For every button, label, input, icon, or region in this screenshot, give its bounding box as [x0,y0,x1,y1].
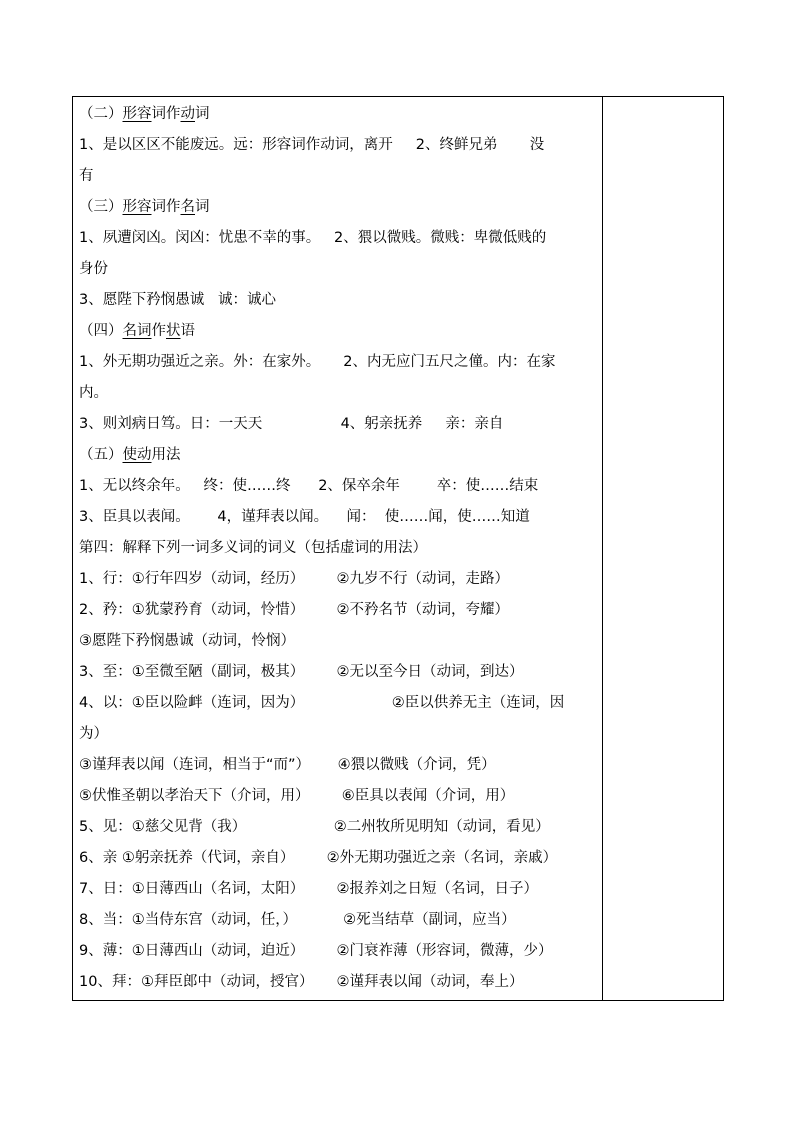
underlined-term: 名词 [122,323,152,339]
text-segment: 身份 [79,261,108,277]
text-line [79,533,597,564]
text-line [79,347,597,378]
text-segment: 7、日：①日薄西山（名词，太阳） ②报养刘之日短（名词，日子） [79,881,538,897]
text-segment: 1、外无期功强近之亲。外：在家外。 2、内无应门五尺之僮。内：在家 [79,354,556,370]
text-segment: 2、矜：①犹蒙矜育（动词，怜惜） ②不矜名节（动词，夸耀） [79,602,509,618]
text-segment: 1、是以区区不能废远。远：形容词作动词，离开 2、终鲜兄弟 没 [79,137,545,153]
text-segment: 语 [180,323,195,339]
text-segment: 3、臣具以表闻。 4，谨拜表以闻。 闻： 使……闻，使……知道 [79,509,530,525]
text-segment: 作 [151,323,166,339]
text-segment: 词作 [151,199,181,215]
text-segment: 6、亲 ①躬亲抚养（代词，亲自） ②外无期功强近之亲（名词，亲戚） [79,850,558,866]
text-segment: ③愿陛下矜悯愚诚（动词，怜悯） [79,633,295,649]
text-line [79,254,597,285]
text-segment: 1、夙遭闵凶。闵凶：忧患不幸的事。 2、猥以微贱。微贱：卑微低贱的 [79,230,547,246]
text-line [79,502,597,533]
text-line [79,874,597,905]
text-segment: （三） [79,199,123,215]
text-segment: 5、见：①慈父见背（我） ②二州牧所见明知（动词，看见） [79,819,550,835]
text-line [79,130,597,161]
underlined-term: 使动 [122,447,152,463]
text-segment: 有 [79,168,94,184]
text-line [79,781,597,812]
text-segment: （二） [79,106,123,122]
text-segment: 词作 [151,106,181,122]
text-line [79,905,597,936]
text-segment: 3、愿陛下矜悯愚诚 诚：诚心 [79,292,277,308]
text-segment: 9、薄：①日薄西山（动词，迫近） ②门衰祚薄（形容词，微薄，少） [79,943,553,959]
text-segment: 词 [195,199,210,215]
text-segment: 1、无以终余年。 终：使……终 2、保卒余年 卒：使……结束 [79,478,539,494]
text-segment: 为） [79,726,108,742]
text-segment: 10、拜：①拜臣郎中（动词，授官） ②谨拜表以闻（动词，奉上） [79,974,524,990]
text-line [79,812,597,843]
text-line [79,564,597,595]
text-segment: 第四：解释下列一词多义词的词义（包括虚词的用法） [79,540,427,556]
text-line [79,688,597,719]
text-line [79,626,597,657]
text-line [79,223,597,254]
text-segment: 内。 [79,385,108,401]
underlined-term: 状 [166,323,181,339]
text-line [79,161,597,192]
text-segment: （四） [79,323,123,339]
text-line [79,719,597,750]
underlined-term: 形容 [122,199,152,215]
text-segment: ⑤伏惟圣朝以孝治天下（介词，用） ⑥臣具以表闻（介词，用） [79,788,515,804]
text-line [79,99,597,130]
underlined-term: 形容 [122,106,152,122]
text-line [79,967,597,998]
text-segment: 3、则刘病日笃。日：一天天 4、躬亲抚养 亲：亲自 [79,416,504,432]
underlined-term: 名 [180,199,195,215]
empty-notes-cell [603,97,723,1000]
text-line [79,192,597,223]
text-segment: 8、当：①当侍东宫（动词，任，） ②死当结草（副词，应当） [79,912,516,928]
text-segment: 4、以：①臣以险衅（连词，因为） ②臣以供养无主（连词，因 [79,695,565,711]
text-segment: 词 [195,106,210,122]
text-line [79,595,597,626]
notes-table [72,96,724,1001]
text-line [79,378,597,409]
text-line [79,843,597,874]
text-line [79,285,597,316]
text-line [79,409,597,440]
text-line [79,440,597,471]
text-line [79,657,597,688]
notes-cell [79,99,597,998]
text-segment: 1、行：①行年四岁（动词，经历） ②九岁不行（动词，走路） [79,571,509,587]
underlined-term: 动 [180,106,195,122]
text-line [79,936,597,967]
text-segment: 用法 [151,447,181,463]
text-segment: 3、至：①至微至陋（副词，极其） ②无以至今日（动词，到达） [79,664,524,680]
text-line [79,750,597,781]
text-segment: ③谨拜表以闻（连词，相当于“而”） ④猥以微贱（介词，凭） [79,757,496,773]
text-line [79,316,597,347]
text-segment: （五） [79,447,123,463]
text-line [79,471,597,502]
